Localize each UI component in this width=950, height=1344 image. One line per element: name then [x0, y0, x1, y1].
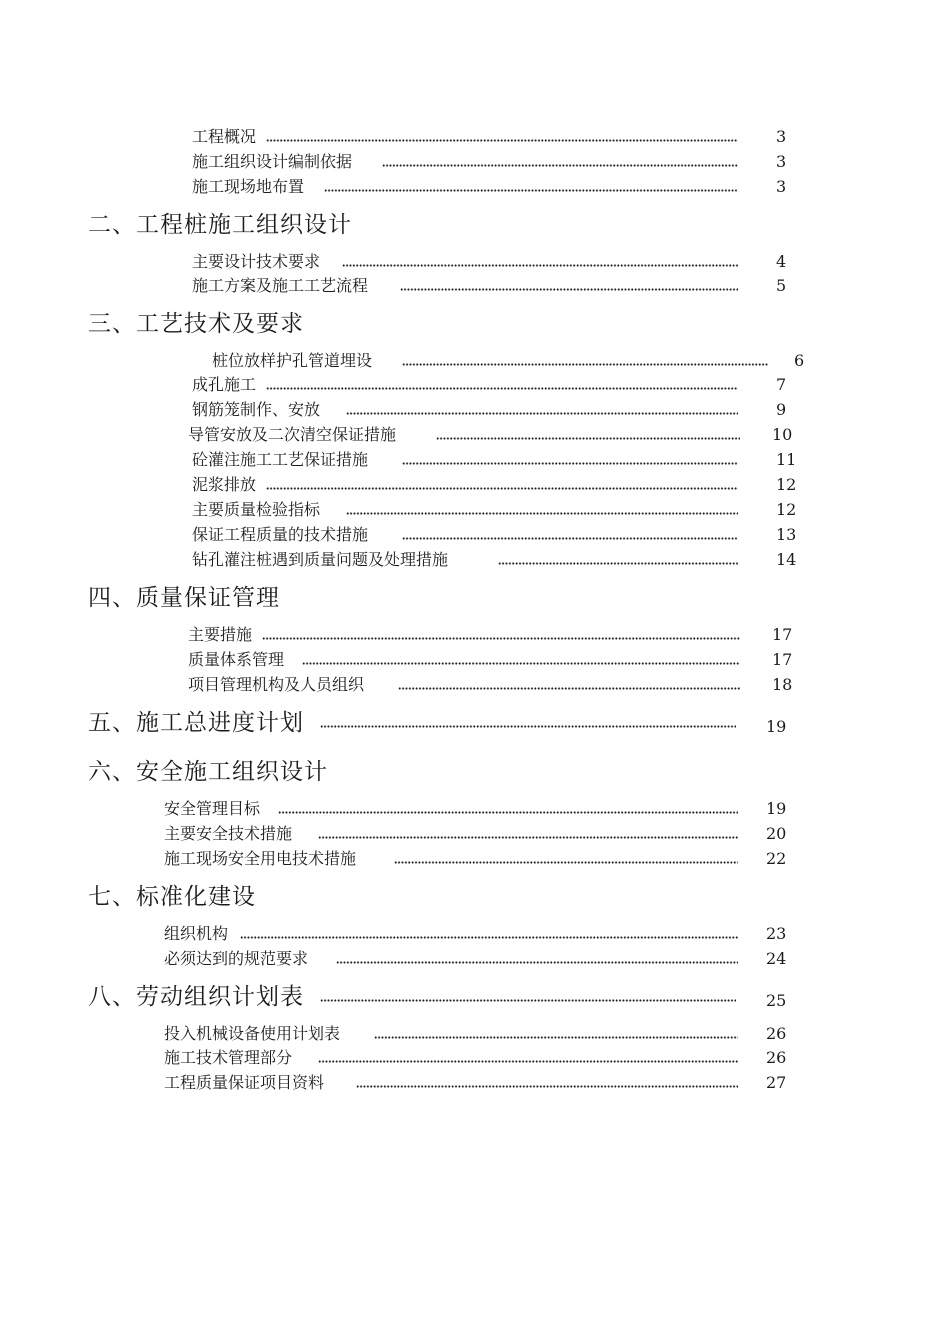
toc-entry-label: 施工技术管理部分 — [164, 1048, 293, 1067]
dot-leader — [394, 861, 738, 864]
toc-entry[interactable] — [164, 948, 804, 970]
toc-entry-page: 3 — [776, 127, 787, 146]
toc-entry[interactable] — [192, 549, 797, 571]
toc-entry-page: 14 — [776, 550, 797, 569]
toc-entry-label: 组织机构 — [164, 924, 229, 943]
toc-entry[interactable] — [164, 1072, 804, 1094]
toc-entry-label: 质量体系管理 — [188, 650, 285, 669]
toc-entry-page: 11 — [776, 450, 797, 469]
toc-entry-page: 24 — [766, 949, 787, 968]
toc-entry[interactable] — [192, 449, 797, 471]
toc-entry[interactable] — [164, 848, 804, 870]
toc-entry-page: 12 — [776, 475, 797, 494]
toc-entry[interactable] — [192, 474, 797, 496]
dot-leader — [436, 437, 740, 440]
dot-leader — [320, 999, 736, 1002]
toc-entry-label: 主要措施 — [188, 625, 253, 644]
toc-entry-label: 施工组织设计编制依据 — [192, 152, 353, 171]
dot-leader — [382, 164, 738, 167]
section-heading[interactable] — [88, 210, 788, 240]
dot-leader — [342, 264, 738, 267]
dot-leader — [398, 687, 740, 690]
toc-entry[interactable] — [192, 524, 797, 546]
dot-leader — [402, 537, 738, 540]
section-heading[interactable] — [88, 982, 808, 1012]
toc-entry[interactable] — [164, 798, 804, 820]
toc-entry-label: 施工方案及施工工艺流程 — [192, 276, 369, 295]
section-heading[interactable] — [88, 757, 788, 787]
section-title: 八、劳动组织计划表 — [88, 984, 304, 1010]
dot-leader — [262, 637, 740, 640]
section-heading[interactable] — [88, 309, 788, 339]
dot-leader — [240, 936, 738, 939]
toc-entry[interactable] — [164, 1023, 804, 1045]
toc-entry[interactable] — [192, 499, 797, 521]
toc-entry-label: 项目管理机构及人员组织 — [188, 675, 365, 694]
toc-entry-page: 7 — [776, 375, 787, 394]
toc-entry-label: 钢筋笼制作、安放 — [192, 400, 321, 419]
toc-entry-label: 必须达到的规范要求 — [164, 949, 309, 968]
section-title: 二、工程桩施工组织设计 — [88, 212, 352, 238]
toc-entry[interactable] — [164, 1047, 804, 1069]
toc-entry[interactable] — [192, 399, 792, 421]
dot-leader — [318, 1060, 738, 1063]
section-title: 七、标准化建设 — [88, 884, 256, 910]
toc-entry[interactable] — [164, 823, 804, 845]
toc-entry-label: 泥浆排放 — [192, 475, 257, 494]
dot-leader — [402, 462, 738, 465]
toc-entry-label: 保证工程质量的技术措施 — [192, 525, 369, 544]
dot-leader — [324, 189, 738, 192]
toc-entry-page: 17 — [772, 625, 793, 644]
section-heading[interactable] — [88, 708, 808, 738]
toc-entry[interactable] — [188, 624, 793, 646]
toc-entry-label: 工程质量保证项目资料 — [164, 1073, 325, 1092]
toc-entry-label: 桩位放样护孔管道埋设 — [212, 351, 373, 370]
toc-entry-label: 投入机械设备使用计划表 — [164, 1024, 341, 1043]
toc-entry-page: 26 — [766, 1048, 787, 1067]
toc-entry-page: 10 — [772, 425, 793, 444]
dot-leader — [498, 562, 738, 565]
toc-entry-page: 3 — [776, 177, 787, 196]
toc-entry-label: 主要设计技术要求 — [192, 252, 321, 271]
section-title: 六、安全施工组织设计 — [88, 759, 328, 785]
toc-entry-label: 砼灌注施工工艺保证措施 — [192, 450, 369, 469]
toc-entry-page: 4 — [776, 252, 787, 271]
dot-leader — [374, 1036, 738, 1039]
toc-entry-label: 施工现场安全用电技术措施 — [164, 849, 357, 868]
toc-entry[interactable] — [164, 923, 804, 945]
toc-entry[interactable] — [192, 151, 792, 173]
section-title: 三、工艺技术及要求 — [88, 311, 304, 337]
toc-entry[interactable] — [192, 374, 792, 396]
toc-entry-page: 18 — [772, 675, 793, 694]
toc-entry[interactable] — [192, 251, 792, 273]
section-title: 四、质量保证管理 — [88, 585, 280, 611]
dot-leader — [278, 811, 738, 814]
toc-entry-page: 9 — [776, 400, 787, 419]
dot-leader — [266, 387, 738, 390]
dot-leader — [400, 288, 738, 291]
toc-entry-label: 导管安放及二次清空保证措施 — [188, 425, 397, 444]
section-heading[interactable] — [88, 583, 788, 613]
section-page: 25 — [766, 991, 787, 1010]
toc-entry-label: 工程概况 — [192, 127, 257, 146]
toc-entry-page: 27 — [766, 1073, 787, 1092]
toc-entry[interactable] — [192, 126, 792, 148]
toc-entry[interactable] — [188, 649, 793, 671]
toc-entry[interactable] — [188, 674, 793, 696]
section-title: 五、施工总进度计划 — [88, 710, 304, 736]
dot-leader — [356, 1085, 738, 1088]
toc-entry[interactable] — [192, 176, 792, 198]
toc-entry-page: 19 — [766, 799, 787, 818]
toc-entry[interactable] — [212, 350, 812, 372]
toc-entry-label: 钻孔灌注桩遇到质量问题及处理措施 — [192, 550, 449, 569]
dot-leader — [302, 662, 740, 665]
toc-entry-label: 主要质量检验指标 — [192, 500, 321, 519]
toc-entry[interactable] — [188, 424, 793, 446]
toc-entry-page: 26 — [766, 1024, 787, 1043]
dot-leader — [266, 139, 738, 142]
toc-entry-label: 成孔施工 — [192, 375, 257, 394]
dot-leader — [346, 412, 738, 415]
toc-entry-page: 13 — [776, 525, 797, 544]
toc-entry-page: 20 — [766, 824, 787, 843]
dot-leader — [266, 487, 738, 490]
section-heading[interactable] — [88, 882, 788, 912]
toc-entry-page: 6 — [794, 351, 805, 370]
toc-entry-page: 3 — [776, 152, 787, 171]
toc-entry-label: 安全管理目标 — [164, 799, 261, 818]
dot-leader — [336, 961, 738, 964]
toc-entry-page: 22 — [766, 849, 787, 868]
dot-leader — [320, 725, 736, 728]
toc-entry-page: 12 — [776, 500, 797, 519]
toc-entry-page: 17 — [772, 650, 793, 669]
dot-leader — [402, 363, 768, 366]
section-page: 19 — [766, 717, 787, 736]
dot-leader — [318, 836, 738, 839]
toc-entry-page: 23 — [766, 924, 787, 943]
toc-entry-label: 施工现场地布置 — [192, 177, 305, 196]
toc-entry-label: 主要安全技术措施 — [164, 824, 293, 843]
dot-leader — [346, 512, 738, 515]
toc-entry-page: 5 — [776, 276, 787, 295]
toc-entry[interactable] — [192, 275, 792, 297]
